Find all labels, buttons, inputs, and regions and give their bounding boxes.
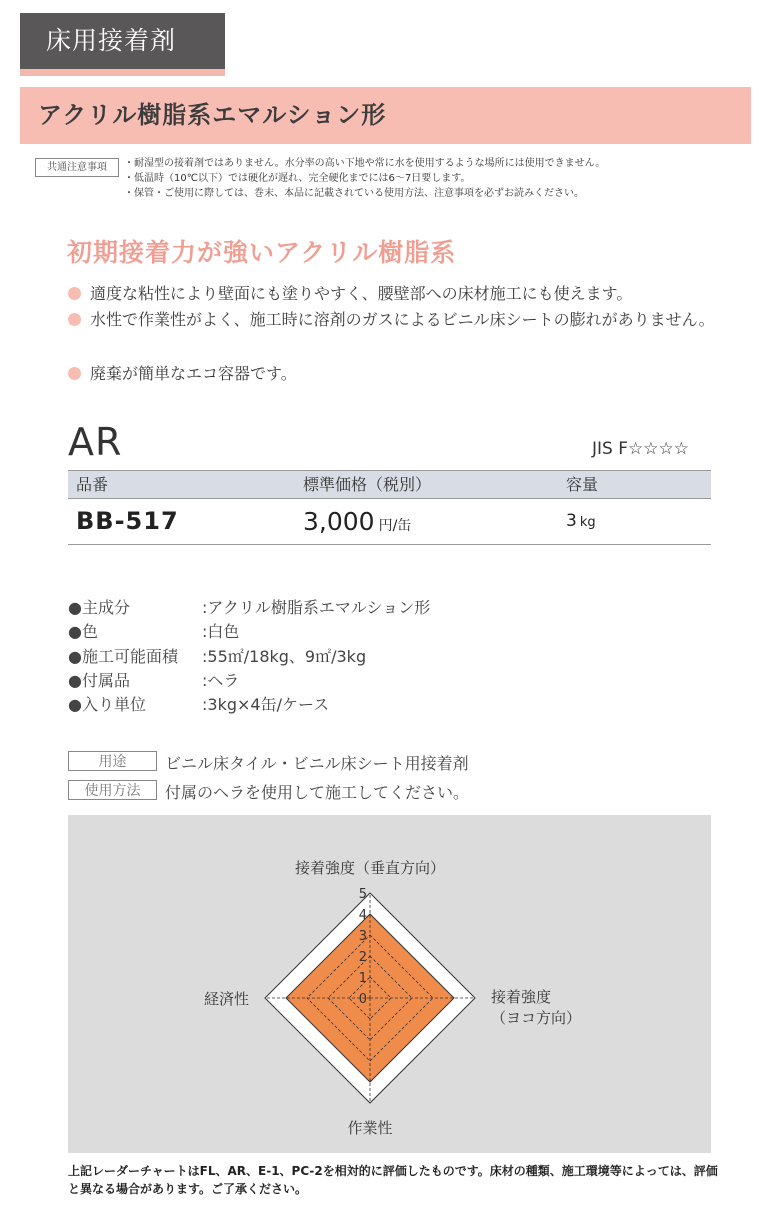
radar-tick-label: 3 bbox=[358, 929, 367, 944]
spec-value: :3kg×4缶/ケース bbox=[202, 695, 330, 714]
jis-rating: JIS F☆☆☆☆ bbox=[592, 439, 689, 459]
spec-key: ●付属品 bbox=[68, 671, 130, 690]
spec-value: :アクリル樹脂系エマルション形 bbox=[202, 598, 431, 617]
radar-chart-panel bbox=[68, 815, 711, 1153]
subcategory-banner: アクリル樹脂系エマルション形 bbox=[20, 87, 751, 144]
category-underline bbox=[20, 69, 225, 76]
table-row bbox=[68, 499, 711, 545]
notice-label: 共通注意事項 bbox=[35, 158, 119, 177]
usage-tag: 用途 bbox=[68, 751, 157, 771]
spec-value: :白色 bbox=[202, 622, 240, 641]
chart-footnote: 上記レーダーチャートはFL、AR、E-1、PC-2を相対的に評価したものです。床材の種類、施工環境等によっては、評価と異なる場合があります。ご了承ください。 bbox=[68, 1164, 718, 1196]
usage-text: ビニル床タイル・ビニル床シート用接着剤 bbox=[165, 754, 469, 773]
quantity-value: 3 bbox=[566, 511, 577, 531]
notice-line: ・低温時（10℃以下）では硬化が遅れ、完全硬化までには6〜7日要します。 bbox=[124, 173, 471, 184]
method-text: 付属のヘラを使用して施工してください。 bbox=[165, 783, 470, 802]
feature-text: 廃棄が簡単なエコ容器です。 bbox=[90, 364, 297, 383]
bullet-dot-icon bbox=[68, 313, 81, 326]
radar-axis-label: 接着強度 bbox=[491, 988, 552, 1006]
price-value: 3,000 bbox=[303, 507, 375, 536]
bullet-dot-icon bbox=[68, 367, 81, 380]
category-tab: 床用接着剤 bbox=[20, 13, 225, 69]
headline: 初期接着力が強いアクリル樹脂系 bbox=[67, 238, 457, 267]
column-header: 品番 bbox=[76, 475, 109, 494]
product-quantity bbox=[566, 511, 596, 531]
radar-tick-label: 0 bbox=[358, 992, 367, 1007]
method-tag: 使用方法 bbox=[68, 780, 157, 800]
feature-text: 適度な粘性により壁面にも塗りやすく、腰壁部への床材施工にも使えます。 bbox=[90, 284, 633, 303]
spec-key: ●主成分 bbox=[68, 598, 130, 617]
radar-axis-label: 接着強度（垂直方向） bbox=[294, 859, 446, 877]
table-header bbox=[68, 470, 711, 499]
radar-tick-label: 2 bbox=[358, 950, 367, 965]
radar-tick-label: 1 bbox=[358, 971, 367, 986]
column-header: 標準価格（税別） bbox=[303, 475, 432, 494]
radar-chart bbox=[68, 815, 711, 1153]
radar-axis-label: （ヨコ方向） bbox=[491, 1009, 582, 1027]
radar-axis-label: 作業性 bbox=[347, 1119, 393, 1137]
spec-value: :55㎡/18kg、9㎡/3kg bbox=[202, 647, 367, 666]
feature-text: 水性で作業性がよく、施工時に溶剤のガスによるビニル床シートの膨れがありません。 bbox=[90, 310, 715, 329]
product-model: AR bbox=[68, 420, 123, 464]
spec-key: ●色 bbox=[68, 622, 98, 641]
price-unit: 円/缶 bbox=[378, 518, 412, 534]
notice-text bbox=[124, 156, 605, 201]
spec-key: ●入り単位 bbox=[68, 695, 146, 714]
product-price bbox=[303, 507, 411, 536]
spec-key: ●施工可能面積 bbox=[68, 647, 178, 666]
radar-tick-label: 4 bbox=[358, 908, 367, 923]
notice-line: ・耐湿型の接着剤ではありません。水分率の高い下地や常に水を使用するような場所には使用できません。 bbox=[124, 158, 606, 169]
radar-tick-label: 5 bbox=[358, 887, 367, 902]
spec-value: :ヘラ bbox=[202, 671, 240, 690]
quantity-unit: kg bbox=[579, 515, 596, 530]
bullet-dot-icon bbox=[68, 287, 81, 300]
radar-axis-label: 経済性 bbox=[203, 990, 249, 1008]
notice-line: ・保管・ご使用に際しては、巻末、本品に記載されている使用方法、注意事項を必ずお読みください。 bbox=[124, 188, 584, 199]
column-header: 容量 bbox=[566, 475, 599, 494]
product-code: BB-517 bbox=[76, 507, 179, 535]
